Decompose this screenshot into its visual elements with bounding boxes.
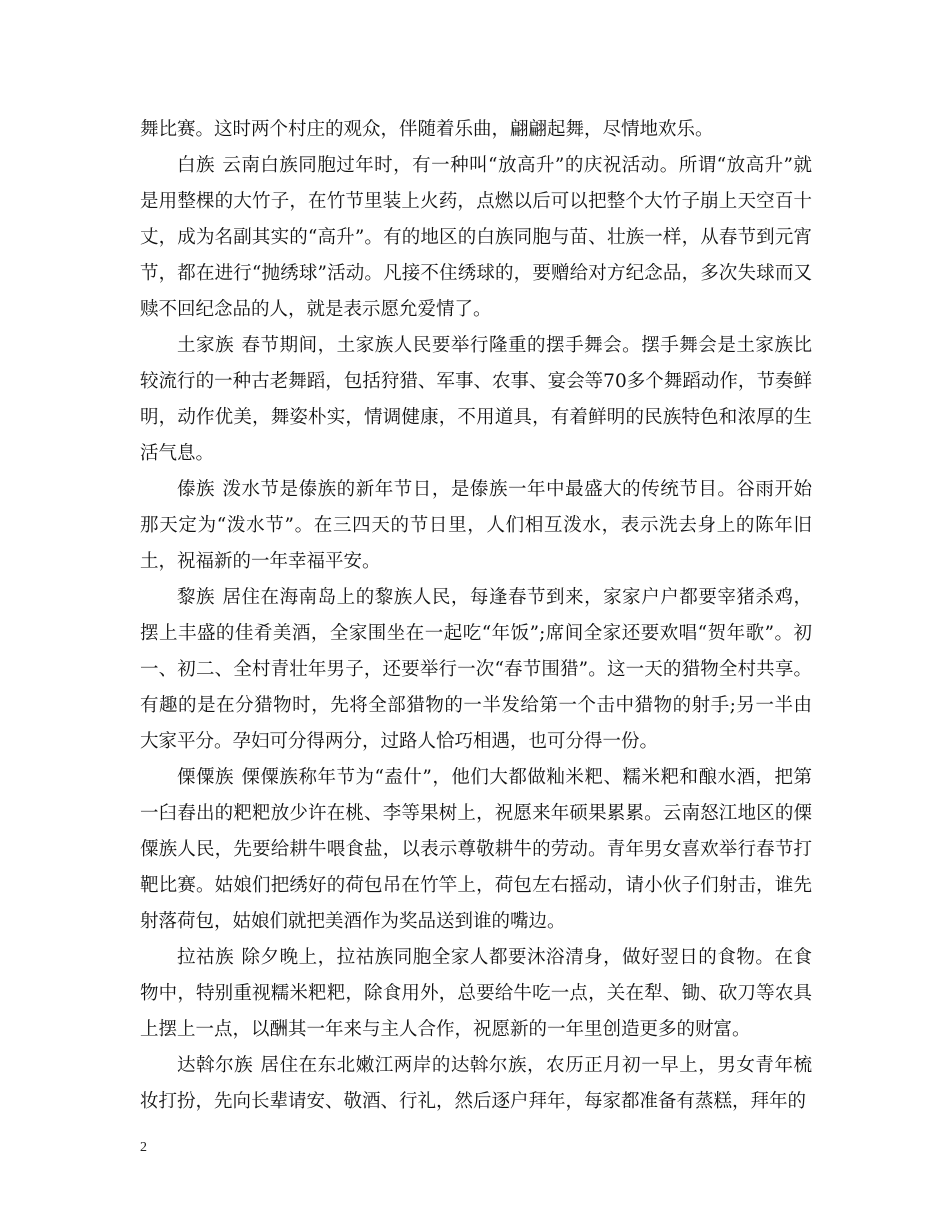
paragraph-text: 云南白族同胞过年时，有一种叫“放高升”的庆祝活动。所谓“放高升”就是用整棵的大竹子，在竹节里装上火药，点燃以后可以把整个大竹子崩上天空百十丈，成为名副其实的“高升”。有的地区的白族同胞与苗、壮族一样，从春节到元宵节，都在进行“抛绣球”活动。凡接不住绣球的，要赠给对方纪念品，多次失球而又赎不回纪念品的人，就是表示愿允爱情了。 <box>140 155 812 320</box>
paragraph-lead: 土家族 <box>177 335 235 356</box>
paragraph <box>140 1048 812 1120</box>
paragraph <box>140 148 812 328</box>
paragraph <box>140 580 812 760</box>
paragraph-text: 傈僳族称年节为“盍什”，他们大都做籼米粑、糯米粑和酿水酒，把第一臼舂出的粑粑放少许在桃、李等果树上，祝愿来年硕果累累。云南怒江地区的傈僳族人民，先要给耕牛喂食盐，以表示尊敬耕牛的劳动。青年男女喜欢举行春节打靶比赛。姑娘们把绣好的荷包吊在竹竿上，荷包左右摇动，请小伙子们射击，谁先射落荷包，姑娘们就把美酒作为奖品送到谁的嘴边。 <box>140 767 812 932</box>
paragraph-text: 舞比赛。这时两个村庄的观众，伴随着乐曲，翩翩起舞，尽情地欢乐。 <box>140 119 714 140</box>
paragraph-text: 泼水节是傣族的新年节日，是傣族一年中最盛大的传统节目。谷雨开始那天定为“泼水节”。在三四天的节日里，人们相互泼水，表示洗去身上的陈年旧土，祝福新的一年幸福平安。 <box>140 479 812 572</box>
paragraph-lead: 傣族 <box>177 479 216 500</box>
page-number: 2 <box>140 1140 147 1155</box>
paragraph-text: 除夕晚上，拉祜族同胞全家人都要沐浴清身，做好翌日的食物。在食物中，特别重视糯米粑粑，除食用外，总要给牛吃一点，关在犁、锄、砍刀等农具上摆上一点，以酬其一年来与主人合作，祝愿新的一年里创造更多的财富。 <box>140 947 812 1040</box>
paragraph <box>140 940 812 1048</box>
document-body <box>140 112 812 1120</box>
paragraph <box>140 472 812 580</box>
paragraph-text: 居住在东北嫩江两岸的达斡尔族，农历正月初一早上，男女青年梳妆打扮，先向长辈请安、敬酒、行礼，然后逐户拜年，每家都准备有蒸糕，拜年的 <box>140 1055 812 1112</box>
paragraph-lead: 白族 <box>177 155 215 176</box>
paragraph <box>140 760 812 940</box>
paragraph-text: 春节期间，土家族人民要举行隆重的摆手舞会。摆手舞会是土家族比较流行的一种古老舞蹈，包括狩猎、军事、农事、宴会等70多个舞蹈动作，节奏鲜明，动作优美，舞姿朴实，情调健康，不用道具，有着鲜明的民族特色和浓厚的生活气息。 <box>140 335 812 464</box>
paragraph <box>140 328 812 472</box>
paragraph-lead: 傈僳族 <box>177 767 235 788</box>
paragraph-lead: 达斡尔族 <box>177 1055 254 1076</box>
paragraph-lead: 黎族 <box>177 587 216 608</box>
paragraph-lead: 拉祜族 <box>177 947 235 968</box>
paragraph <box>140 112 812 148</box>
paragraph-text: 居住在海南岛上的黎族人民，每逢春节到来，家家户户都要宰猪杀鸡，摆上丰盛的佳肴美酒，全家围坐在一起吃“年饭”;席间全家还要欢唱“贺年歌”。初一、初二、全村青壮年男子，还要举行一次“春节围猎”。这一天的猎物全村共享。有趣的是在分猎物时，先将全部猎物的一半发给第一个击中猎物的射手;另一半由大家平分。孕妇可分得两分，过路人恰巧相遇，也可分得一份。 <box>140 587 812 752</box>
